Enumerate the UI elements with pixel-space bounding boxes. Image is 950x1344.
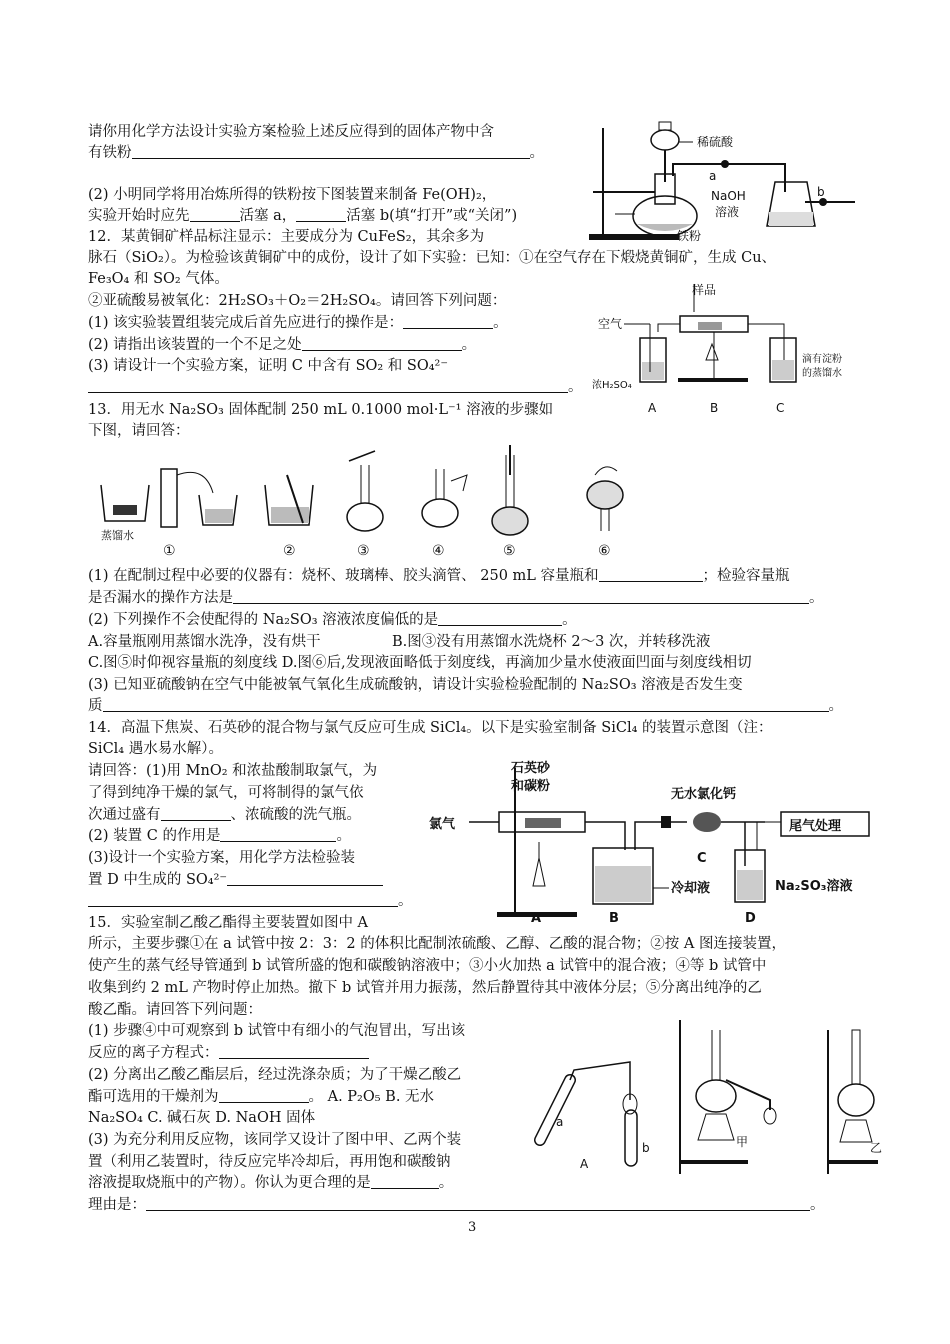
svg-text:④: ④ <box>432 543 445 559</box>
answer-blank[interactable] <box>371 1174 439 1189</box>
svg-text:氯气: 氯气 <box>429 817 456 832</box>
q13-opt-b: B.图③没有用蒸馏水洗烧杯 2～3 次，并转移洗液 <box>392 634 711 650</box>
q15-line4: 收集到约 2 mL 产物时停止加热。撤下 b 试管并用力振荡，然后静置待其中液体分层；⑤分离出纯净的乙 <box>88 980 762 996</box>
svg-text:b: b <box>642 1141 650 1155</box>
answer-blank[interactable] <box>219 1044 369 1059</box>
svg-text:空气: 空气 <box>598 317 623 331</box>
q15-line1: 15．实验室制乙酸乙酯得主要装置如图中 A <box>88 915 369 931</box>
q15-line14: 理由是： 。 <box>88 1197 825 1213</box>
q13-p3-line2: 质 。 <box>88 698 843 714</box>
q15-line3: 使产生的蒸气经导管通到 b 试管所盛的饱和碳酸钠溶液中；③小火加热 a 试管中的混合液；④等 b 试管中 <box>88 958 767 974</box>
q12-line3: Fe₃O₄ 和 SO₂ 气体。 <box>88 271 229 287</box>
q14-line2: SiCl₄ 遇水易水解）。 <box>88 741 223 757</box>
q14-line3: 请回答：(1)用 MnO₂ 和浓盐酸制取氯气，为 <box>88 763 378 779</box>
q15-line11: (3) 为充分利用反应物，该同学又设计了图中甲、乙两个装 <box>88 1132 462 1148</box>
answer-blank[interactable] <box>227 871 383 886</box>
q15-line9: 酯可选用的干燥剂为 。 A. P₂O₅ B. 无水 <box>88 1089 435 1105</box>
q13-opt-a: A.容量瓶刚用蒸馏水洗净，没有烘干 <box>88 634 321 650</box>
svg-text:a: a <box>709 169 717 183</box>
svg-text:B: B <box>710 401 719 415</box>
q15-line6: (1) 步骤④中可观察到 b 试管中有细小的气泡冒出，写出该 <box>88 1023 466 1039</box>
q13-line2: 下图，请回答： <box>88 423 190 439</box>
svg-text:A: A <box>580 1157 589 1171</box>
q13-p1-line2: 是否漏水的操作方法是 。 <box>88 590 824 606</box>
svg-text:a: a <box>556 1115 564 1129</box>
svg-text:③: ③ <box>357 543 370 559</box>
q13-steps-figure <box>95 445 655 565</box>
answer-blank[interactable] <box>146 1196 810 1211</box>
answer-blank[interactable] <box>599 567 703 582</box>
svg-text:铁粉: 铁粉 <box>677 229 702 243</box>
q15-line10: Na₂SO₄ C. 碱石灰 D. NaOH 固体 <box>88 1110 316 1126</box>
svg-text:C: C <box>697 851 707 866</box>
q15-line2: 所示，主要步骤①在 a 试管中按 2：3：2 的体积比配制浓硫酸、乙醇、乙酸的混合物；②按 A 图连接装置， <box>88 936 786 952</box>
q12-line5: (1) 该实验装置组装完成后首先应进行的操作是： 。 <box>88 315 508 331</box>
q14-apparatus-figure <box>425 758 895 928</box>
q15-line7: 反应的离子方程式： <box>88 1043 369 1063</box>
q13-p2: (2) 下列操作不会使配得的 Na₂SO₃ 溶液浓度偏低的是 。 <box>88 612 577 628</box>
svg-text:甲: 甲 <box>736 1135 749 1149</box>
svg-text:的蒸馏水: 的蒸馏水 <box>802 368 842 379</box>
svg-text:滴有淀粉: 滴有淀粉 <box>802 354 842 365</box>
svg-text:溶液: 溶液 <box>715 205 740 219</box>
svg-text:蒸馏水: 蒸馏水 <box>101 529 134 542</box>
svg-text:样品: 样品 <box>692 283 717 297</box>
answer-blank[interactable] <box>161 806 231 821</box>
q11-line1: 请你用化学方法设计实验方案检验上述反应得到的固体产物中含 <box>88 124 494 140</box>
q14-line8: 置 D 中生成的 SO₄²⁻ <box>88 870 383 890</box>
q15-line13: 溶液提取烧瓶中的产物）。你认为更合理的是 。 <box>88 1175 454 1191</box>
q12-line4: ②亚硫酸易被氧化：2H₂SO₃＋O₂＝2H₂SO₄。请回答下列问题： <box>88 293 507 309</box>
q11-part2-line1: (2) 小明同学将用冶炼所得的铁粉按下图装置来制备 Fe(OH)₂， <box>88 187 497 203</box>
svg-text:NaOH: NaOH <box>711 189 746 203</box>
q14-line6: (2) 装置 C 的作用是 。 <box>88 828 351 844</box>
q12-line7: (3) 请设计一个实验方案，证明 C 中含有 SO₂ 和 SO₄²⁻ <box>88 358 449 374</box>
q13-p3: (3) 已知亚硫酸钠在空气中能被氧气氧化生成硫酸钠，请设计实验检验配制的 Na₂SO₃ 溶液是否发生变 <box>88 677 743 693</box>
q11-apparatus-figure <box>585 116 865 246</box>
q15-line8: (2) 分离出乙酸乙酯层后，经过洗涤杂质；为了干燥乙酸乙 <box>88 1067 462 1083</box>
svg-text:冷却液: 冷却液 <box>671 881 711 896</box>
q12-line1: 12．某黄铜矿样品标注显示：主要成分为 CuFeS₂，其余多为 <box>88 229 485 245</box>
q13-line1: 13．用无水 Na₂SO₃ 固体配制 250 mL 0.1000 mol·L⁻¹ 溶液的步骤如 <box>88 402 554 418</box>
svg-text:Na₂SO₃溶液: Na₂SO₃溶液 <box>775 879 853 894</box>
answer-blank[interactable] <box>233 589 809 604</box>
q13-p1-line1: (1) 在配制过程中必要的仪器有：烧杯、玻璃棒、胶头滴管、 250 mL 容量瓶和 ；检验容量瓶 <box>88 568 790 584</box>
answer-blank[interactable] <box>219 1088 309 1103</box>
svg-text:尾气处理: 尾气处理 <box>789 819 842 834</box>
q12-line6: (2) 请指出该装置的一个不足之处 。 <box>88 337 477 353</box>
q15-line12: 置（利用乙装置时，待反应完毕冷却后，再用饱和碳酸钠 <box>88 1154 451 1170</box>
svg-text:石英砂: 石英砂 <box>511 761 551 776</box>
svg-text:D: D <box>745 911 756 926</box>
answer-blank[interactable] <box>220 827 336 842</box>
answer-blank[interactable] <box>438 611 562 626</box>
q14-line4: 了得到纯净干燥的氯气，可将制得的氯气依 <box>88 785 364 801</box>
svg-text:b: b <box>817 185 825 199</box>
svg-text:稀硫酸: 稀硫酸 <box>697 135 734 149</box>
q14-line1: 14．高温下焦炭、石英砂的混合物与氯气反应可生成 SiCl₄。以下是实验室制备 SiCl₄ 的装置示意图（注： <box>88 720 773 736</box>
svg-text:A: A <box>648 401 657 415</box>
svg-text:⑤: ⑤ <box>503 543 516 559</box>
q12-apparatus-figure <box>588 280 868 420</box>
svg-text:B: B <box>609 911 619 926</box>
q14-line7: (3)设计一个实验方案，用化学方法检验装 <box>88 850 356 866</box>
answer-blank[interactable] <box>403 314 493 329</box>
svg-text:A: A <box>531 911 542 926</box>
answer-blank[interactable] <box>88 892 398 907</box>
answer-blank[interactable] <box>302 336 462 351</box>
answer-blank[interactable] <box>132 144 530 159</box>
svg-text:乙: 乙 <box>870 1141 883 1155</box>
svg-text:②: ② <box>283 543 296 559</box>
svg-text:无水氯化钙: 无水氯化钙 <box>671 787 737 802</box>
answer-blank[interactable] <box>103 697 829 712</box>
q14-line5: 次通过盛有 、浓硫酸的洗气瓶。 <box>88 807 361 823</box>
q15-line5: 酸乙酯。请回答下列问题： <box>88 1002 262 1018</box>
q11-part2-line2: 实验开始时应先 活塞 a， 活塞 b(填“打开”或“关闭”) <box>88 208 518 224</box>
svg-text:C: C <box>776 401 785 415</box>
q14-line9: 。 <box>88 891 413 911</box>
q11-line2: 有铁粉 。 <box>88 145 544 161</box>
q12-line8: 。 <box>88 377 583 397</box>
svg-text:①: ① <box>163 543 176 559</box>
answer-blank[interactable] <box>88 378 568 393</box>
q12-line2: 脉石（SiO₂）。为检验该黄铜矿中的成份，设计了如下实验：已知：①在空气存在下煅烧黄铜矿，生成 Cu、 <box>88 250 777 266</box>
page-number: 3 <box>468 1220 477 1235</box>
answer-blank[interactable] <box>190 207 240 222</box>
answer-blank[interactable] <box>296 207 346 222</box>
svg-text:和碳粉: 和碳粉 <box>511 779 551 794</box>
svg-text:⑥: ⑥ <box>598 543 611 559</box>
q13-opt-cd: C.图⑤时仰视容量瓶的刻度线 D.图⑥后,发现液面略低于刻度线，再滴加少量水使液面凹面与刻度线相切 <box>88 655 752 671</box>
q15-apparatus-figure <box>530 1010 890 1180</box>
svg-text:浓H₂SO₄: 浓H₂SO₄ <box>592 380 632 391</box>
